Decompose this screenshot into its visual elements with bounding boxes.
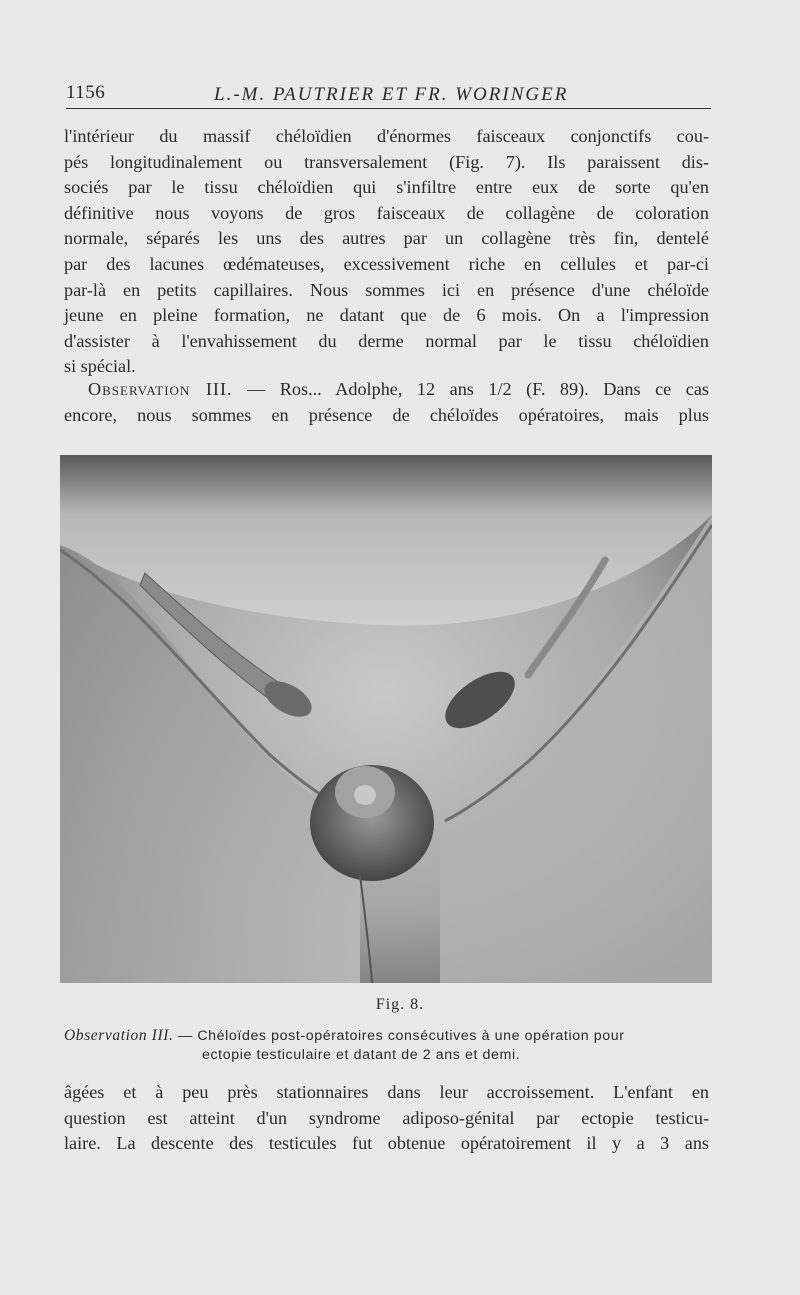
caption-text-2: ectopie testiculaire et datant de 2 ans et demi. — [202, 1047, 521, 1063]
figure-label: Fig. 8. — [375, 996, 425, 1013]
paragraph-2 — [64, 377, 709, 428]
figure-caption — [64, 1026, 709, 1065]
text-line: pés longitudinalement ou transversalement (Fig. 7). Ils paraissent dis- — [64, 151, 709, 172]
text-line: définitive nous voyons de gros faisceaux de collagène de coloration — [64, 202, 709, 223]
observation-heading: Observation III. — [88, 379, 233, 399]
text-line: sociés par le tissu chéloïdien qui s'infiltre entre eux de sorte qu'en — [64, 177, 709, 198]
text-line: jeune en pleine formation, ne datant que de 6 mois. On a l'impression — [64, 305, 709, 326]
paragraph-3 — [64, 1080, 709, 1157]
page-number: 1156 — [66, 82, 106, 103]
paragraph-1 — [64, 124, 709, 380]
running-head: L.-M. PAUTRIER ET FR. WORINGER — [214, 84, 569, 105]
text-line: par des lacunes œdémateuses, excessivement riche en cellules et par-ci — [64, 253, 709, 274]
page-header — [66, 82, 711, 109]
text-line: encore, nous sommes en présence de chéloïdes opératoires, mais plus — [64, 404, 709, 425]
clinical-photograph — [60, 455, 712, 983]
text-line: âgées et à peu près stationnaires dans leur accroissement. L'enfant en — [64, 1082, 709, 1102]
text-line: d'assister à l'envahissement du derme normal par le tissu chéloïdien — [64, 330, 709, 351]
caption-text-1: — Chéloïdes post-opératoires consécutives à une opération pour — [173, 1028, 625, 1044]
text-line — [64, 377, 709, 403]
text-line: par-là en petits capillaires. Nous sommes ici en présence d'une chéloïde — [64, 279, 709, 300]
caption-heading: Observation III. — [64, 1027, 174, 1044]
observation-text: — Ros... Adolphe, 12 ans 1/2 (F. 89). Dans ce cas — [232, 379, 709, 399]
text-line: si spécial. — [64, 356, 136, 377]
text-line: laire. La descente des testicules fut obtenue opératoirement il y a 3 ans — [64, 1133, 709, 1154]
text-line: l'intérieur du massif chéloïdien d'énormes faisceaux conjonctifs cou- — [64, 126, 709, 146]
text-line: normale, séparés les uns des autres par un collagène très fin, dentelé — [64, 228, 709, 249]
text-line: question est atteint d'un syndrome adiposo-génital par ectopie testicu- — [64, 1107, 709, 1128]
